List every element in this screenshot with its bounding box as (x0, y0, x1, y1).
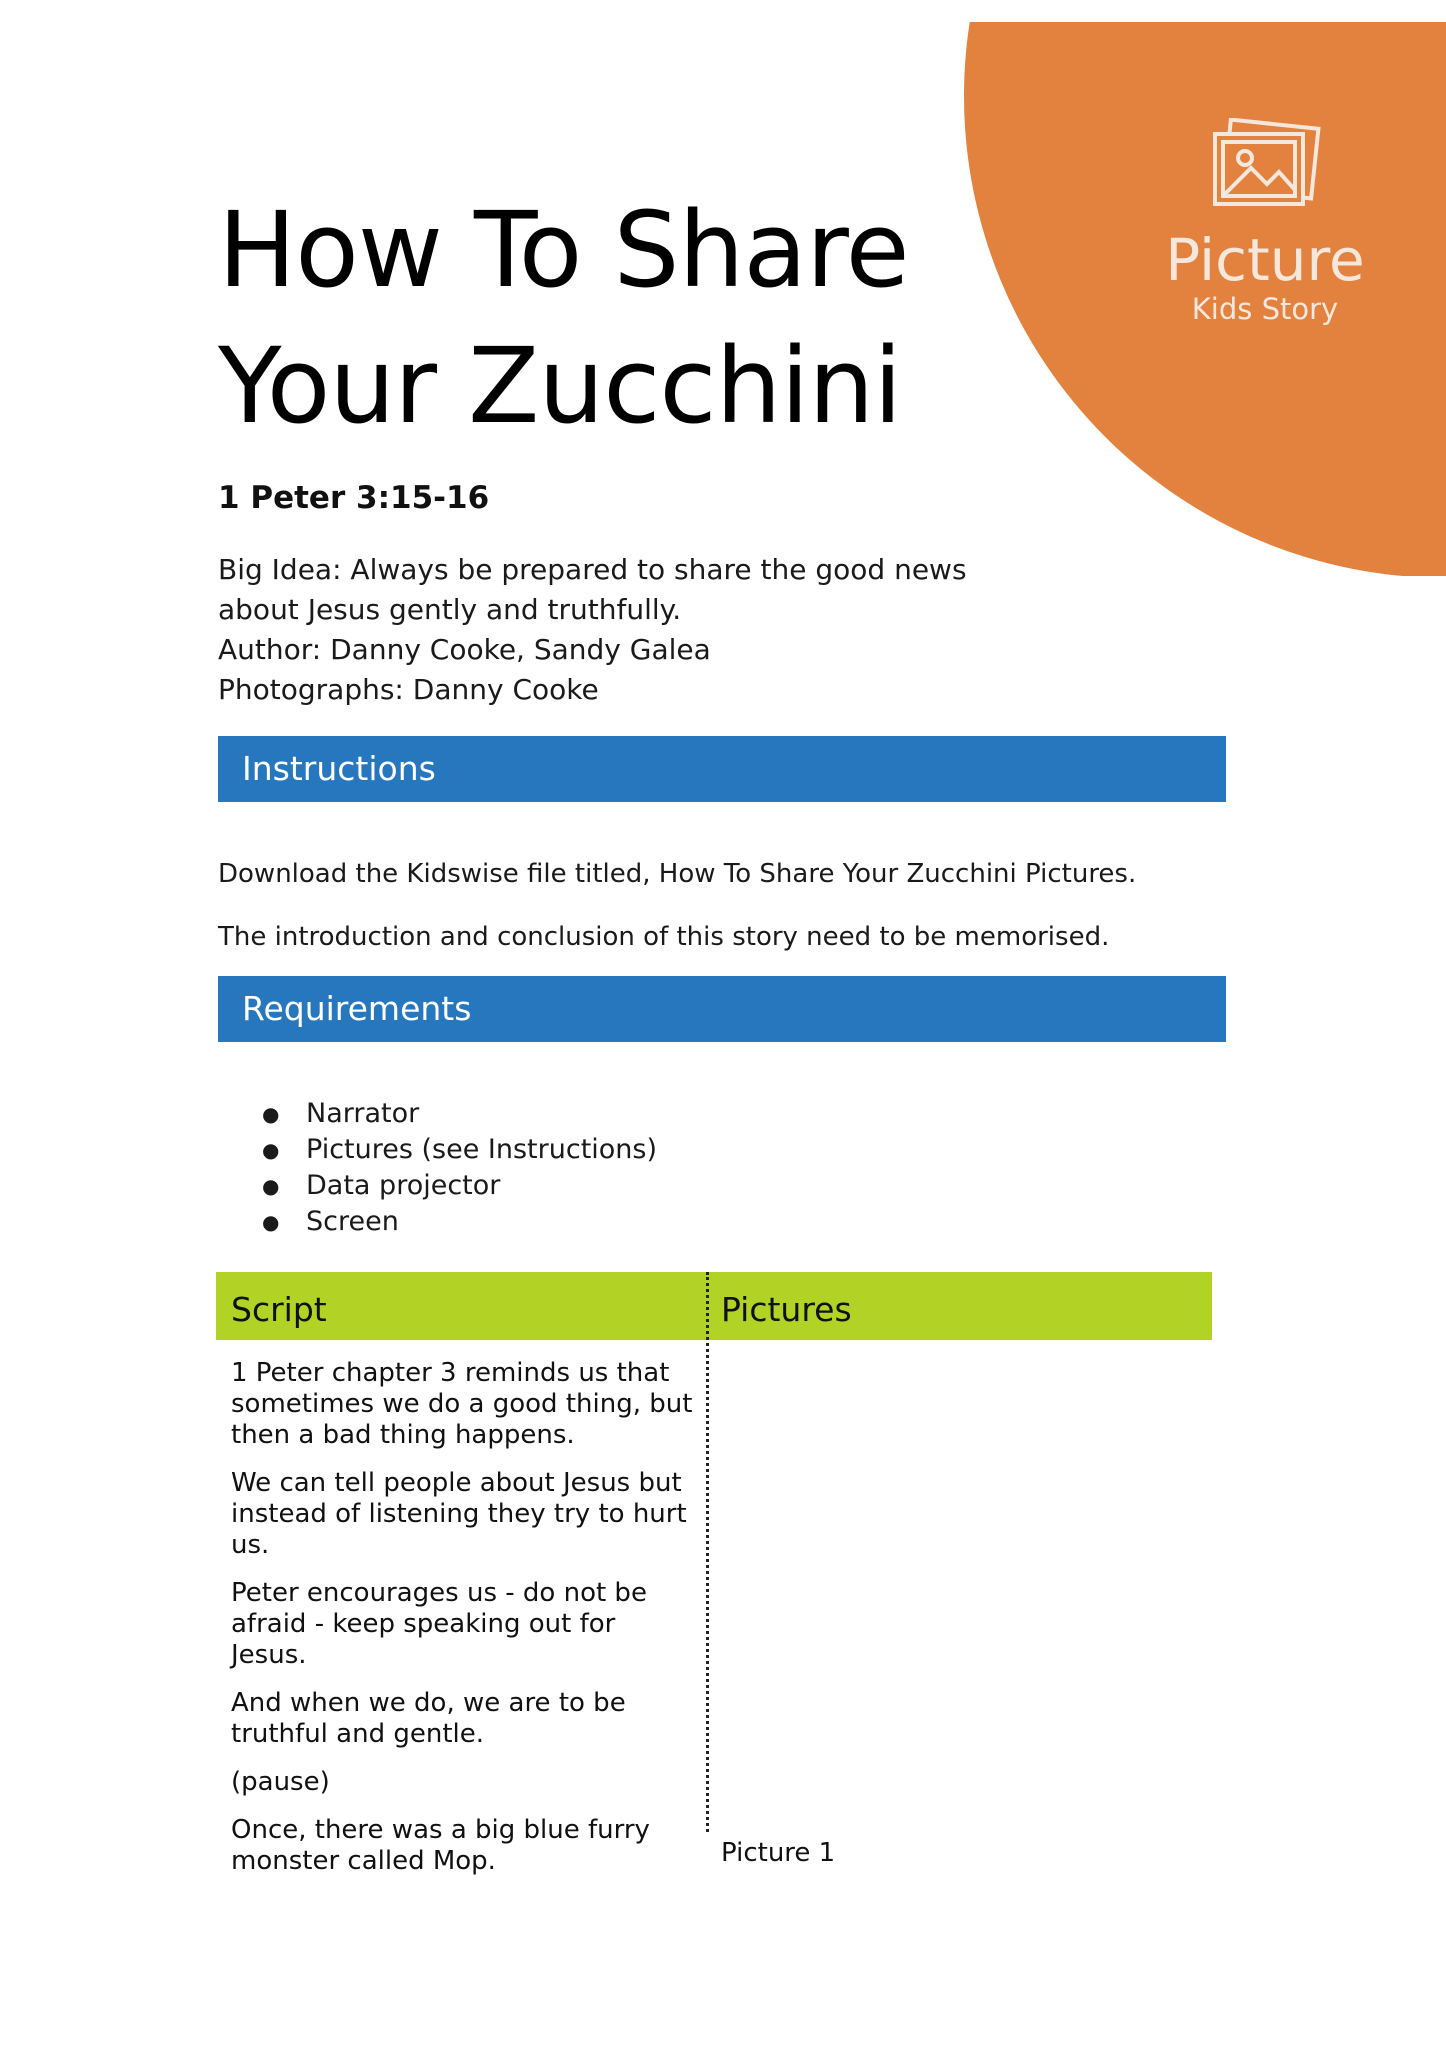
bullet-icon: ● (262, 1102, 280, 1126)
bullet-icon: ● (262, 1138, 280, 1162)
bullet-icon: ● (262, 1210, 280, 1234)
story-meta (218, 550, 978, 710)
list-item-label: Screen (306, 1206, 399, 1237)
title-line-2: Your Zucchini (218, 325, 902, 447)
list-item-label: Narrator (306, 1098, 420, 1129)
list-item (258, 1168, 657, 1204)
badge-content (1160, 118, 1370, 326)
scripture-reference: 1 Peter 3:15-16 (218, 480, 490, 516)
page-title (218, 182, 938, 454)
picture-label: Picture 1 (721, 1838, 836, 1868)
script-paragraph: Once, there was a big blue furry monster called Mop. (231, 1815, 650, 1876)
instructions-heading: Instructions (218, 736, 1226, 802)
script-paragraph: 1 Peter chapter 3 reminds us that sometimes we do a good thing, but then a bad thing happens. (231, 1358, 693, 1450)
script-paragraph: (pause) (231, 1767, 330, 1797)
column-header-pictures: Pictures (721, 1290, 852, 1329)
photographs-line: Photographs: Danny Cooke (218, 673, 599, 706)
list-item-label: Data projector (306, 1170, 501, 1201)
instructions-paragraph: Download the Kidswise file titled, How To Share Your Zucchini Pictures. (218, 859, 1137, 889)
script-cell (216, 1340, 706, 1894)
photos-icon (1205, 118, 1325, 216)
requirements-list (258, 1096, 657, 1240)
big-idea-line-2: about Jesus gently and truthfully. (218, 593, 682, 626)
bullet-icon: ● (262, 1174, 280, 1198)
list-item (258, 1096, 657, 1132)
list-item (258, 1132, 657, 1168)
script-paragraph: We can tell people about Jesus but instead of listening they try to hurt us. (231, 1468, 687, 1560)
big-idea-line-1: Big Idea: Always be prepared to share the good news (218, 553, 967, 586)
author-line: Author: Danny Cooke, Sandy Galea (218, 633, 711, 666)
script-table (216, 1272, 1212, 1894)
pictures-cell (706, 1340, 1212, 1894)
column-header-script: Script (231, 1290, 327, 1329)
list-item-label: Pictures (see Instructions) (306, 1134, 658, 1165)
table-header (216, 1272, 1212, 1340)
table-row (216, 1340, 1212, 1894)
requirements-heading: Requirements (218, 976, 1226, 1042)
script-paragraph: Peter encourages us - do not be afraid - keep speaking out for Jesus. (231, 1578, 647, 1670)
badge-title: Picture (1165, 226, 1365, 294)
title-line-1: How To Share (218, 189, 909, 311)
script-paragraph: And when we do, we are to be truthful and gentle. (231, 1688, 626, 1749)
badge-subtitle: Kids Story (1191, 292, 1339, 326)
list-item (258, 1204, 657, 1240)
instructions-paragraph: The introduction and conclusion of this story need to be memorised. (218, 922, 1110, 952)
